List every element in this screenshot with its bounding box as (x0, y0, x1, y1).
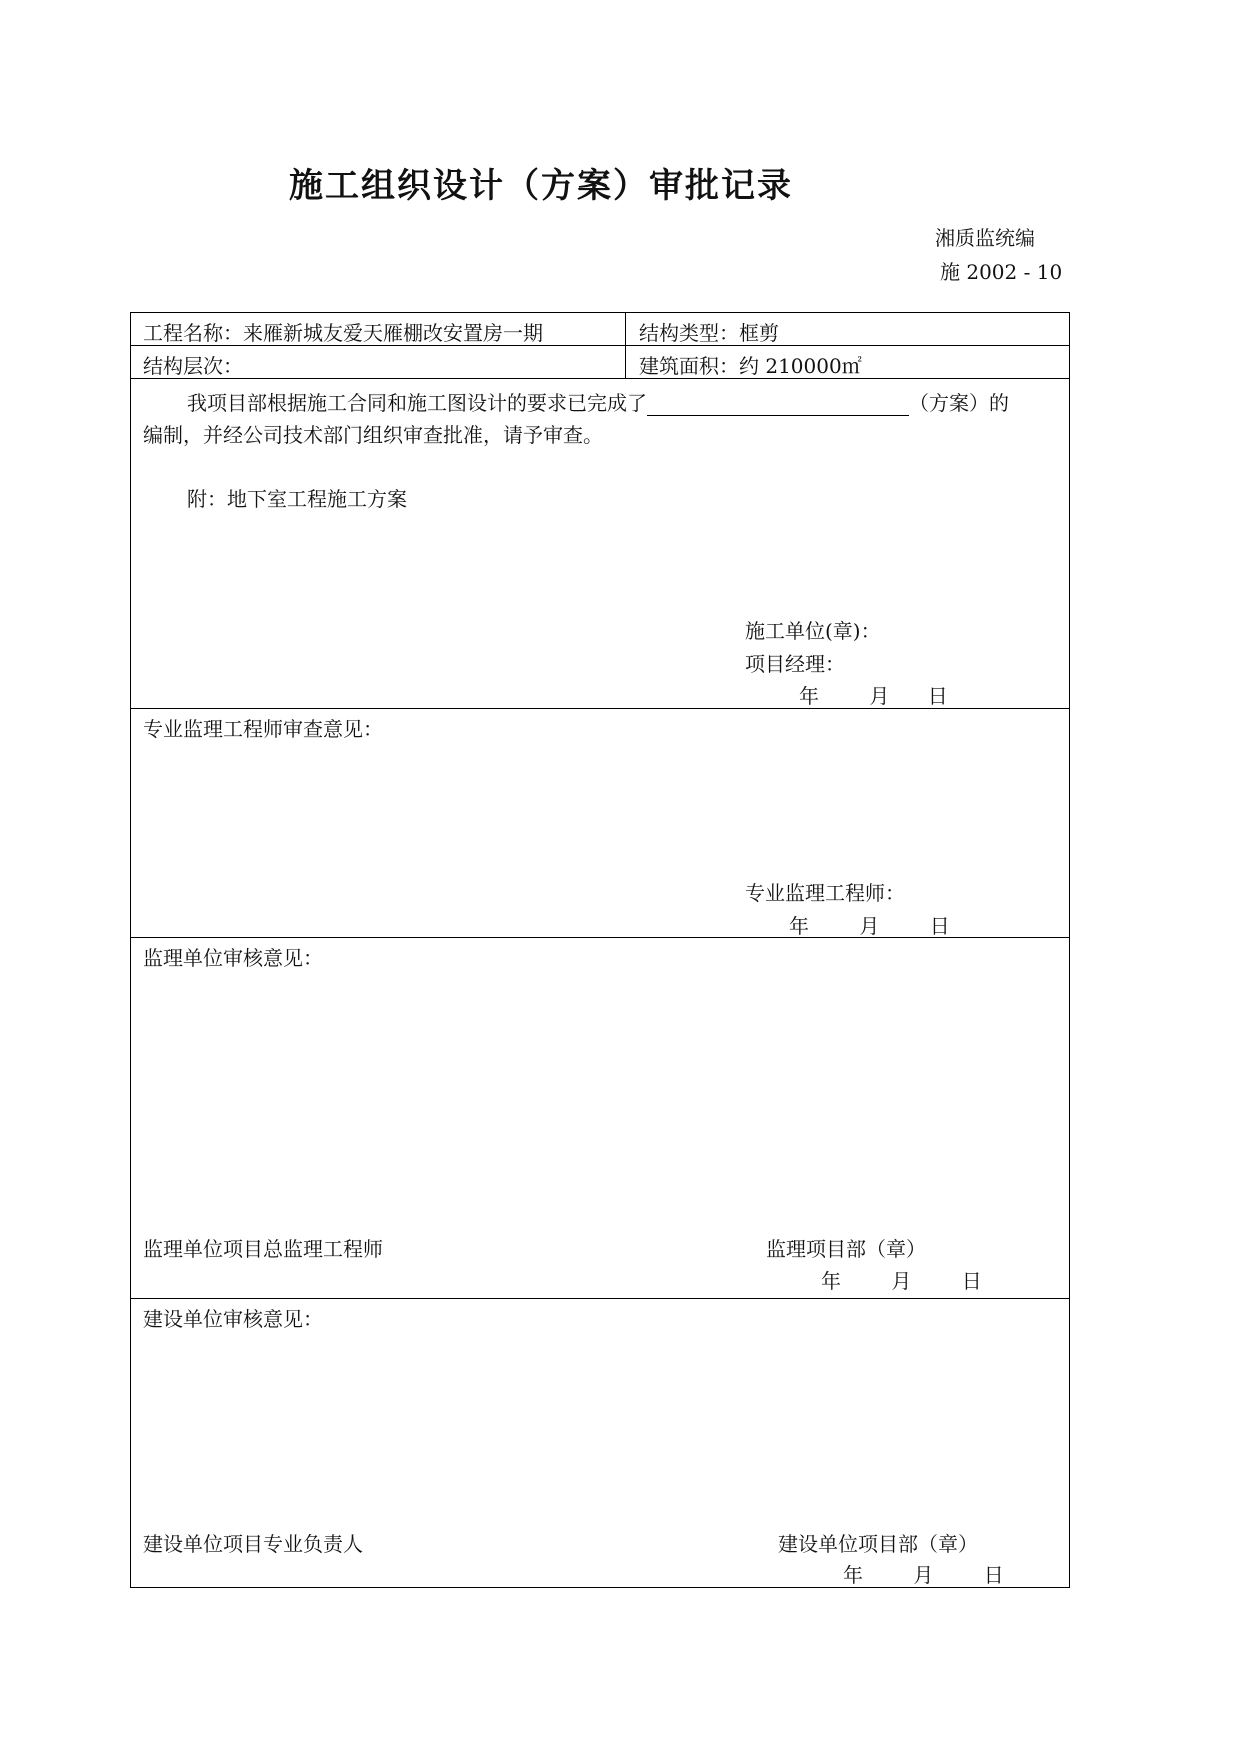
supervisor-review-heading: 专业监理工程师审查意见： (143, 717, 383, 741)
day-label: 日 (961, 1269, 982, 1293)
day-label: 日 (983, 1563, 1004, 1587)
day-label: 日 (927, 684, 948, 708)
building-area-field: 建筑面积：约 210000㎡ (639, 354, 862, 378)
structure-floors-field: 结构层次： (143, 354, 243, 378)
year-label: 年 (821, 1269, 841, 1293)
month-label: 月 (891, 1269, 912, 1293)
date-line (821, 1265, 982, 1294)
client-responsible-label: 建设单位项目专业负责人 (143, 1532, 363, 1556)
client-dept-seal-label: 建设单位项目部（章） (778, 1532, 978, 1556)
structure-type-field: 结构类型：框剪 (639, 321, 779, 345)
row-divider (131, 378, 1069, 379)
plan-name-blank[interactable] (647, 395, 909, 416)
month-label: 月 (913, 1563, 934, 1587)
row-divider (131, 1298, 1069, 1299)
form-code-line1: 湘质监统编 (935, 226, 1035, 250)
year-label: 年 (799, 684, 819, 708)
submission-statement-line1 (187, 387, 1009, 416)
date-line (843, 1559, 1004, 1588)
month-label: 月 (859, 914, 880, 938)
column-divider (625, 313, 626, 378)
supervision-dept-seal-label: 监理项目部（章） (766, 1237, 926, 1261)
month-label: 月 (869, 684, 890, 708)
form-code-line2: 施 2002 - 10 (940, 260, 1063, 284)
project-manager-label: 项目经理： (745, 652, 845, 676)
date-line (799, 680, 948, 709)
approval-form-table (130, 312, 1070, 1588)
date-line (789, 910, 950, 939)
chief-supervisor-label: 监理单位项目总监理工程师 (143, 1237, 383, 1261)
year-label: 年 (843, 1563, 863, 1587)
attachment-note: 附：地下室工程施工方案 (187, 487, 407, 511)
statement-prefix: 我项目部根据施工合同和施工图设计的要求已完成了 (187, 391, 647, 415)
submission-statement-line2: 编制，并经公司技术部门组织审查批准，请予审查。 (143, 423, 603, 447)
supervision-unit-review-heading: 监理单位审核意见： (143, 946, 323, 970)
day-label: 日 (929, 914, 950, 938)
supervising-engineer-label: 专业监理工程师： (745, 881, 905, 905)
year-label: 年 (789, 914, 809, 938)
project-name-field: 工程名称：来雁新城友爱天雁棚改安置房一期 (143, 321, 543, 345)
client-review-heading: 建设单位审核意见： (143, 1307, 323, 1331)
statement-suffix: （方案）的 (909, 391, 1009, 415)
construction-unit-seal-label: 施工单位(章)： (745, 619, 881, 643)
document-title: 施工组织设计（方案）审批记录 (289, 166, 793, 206)
